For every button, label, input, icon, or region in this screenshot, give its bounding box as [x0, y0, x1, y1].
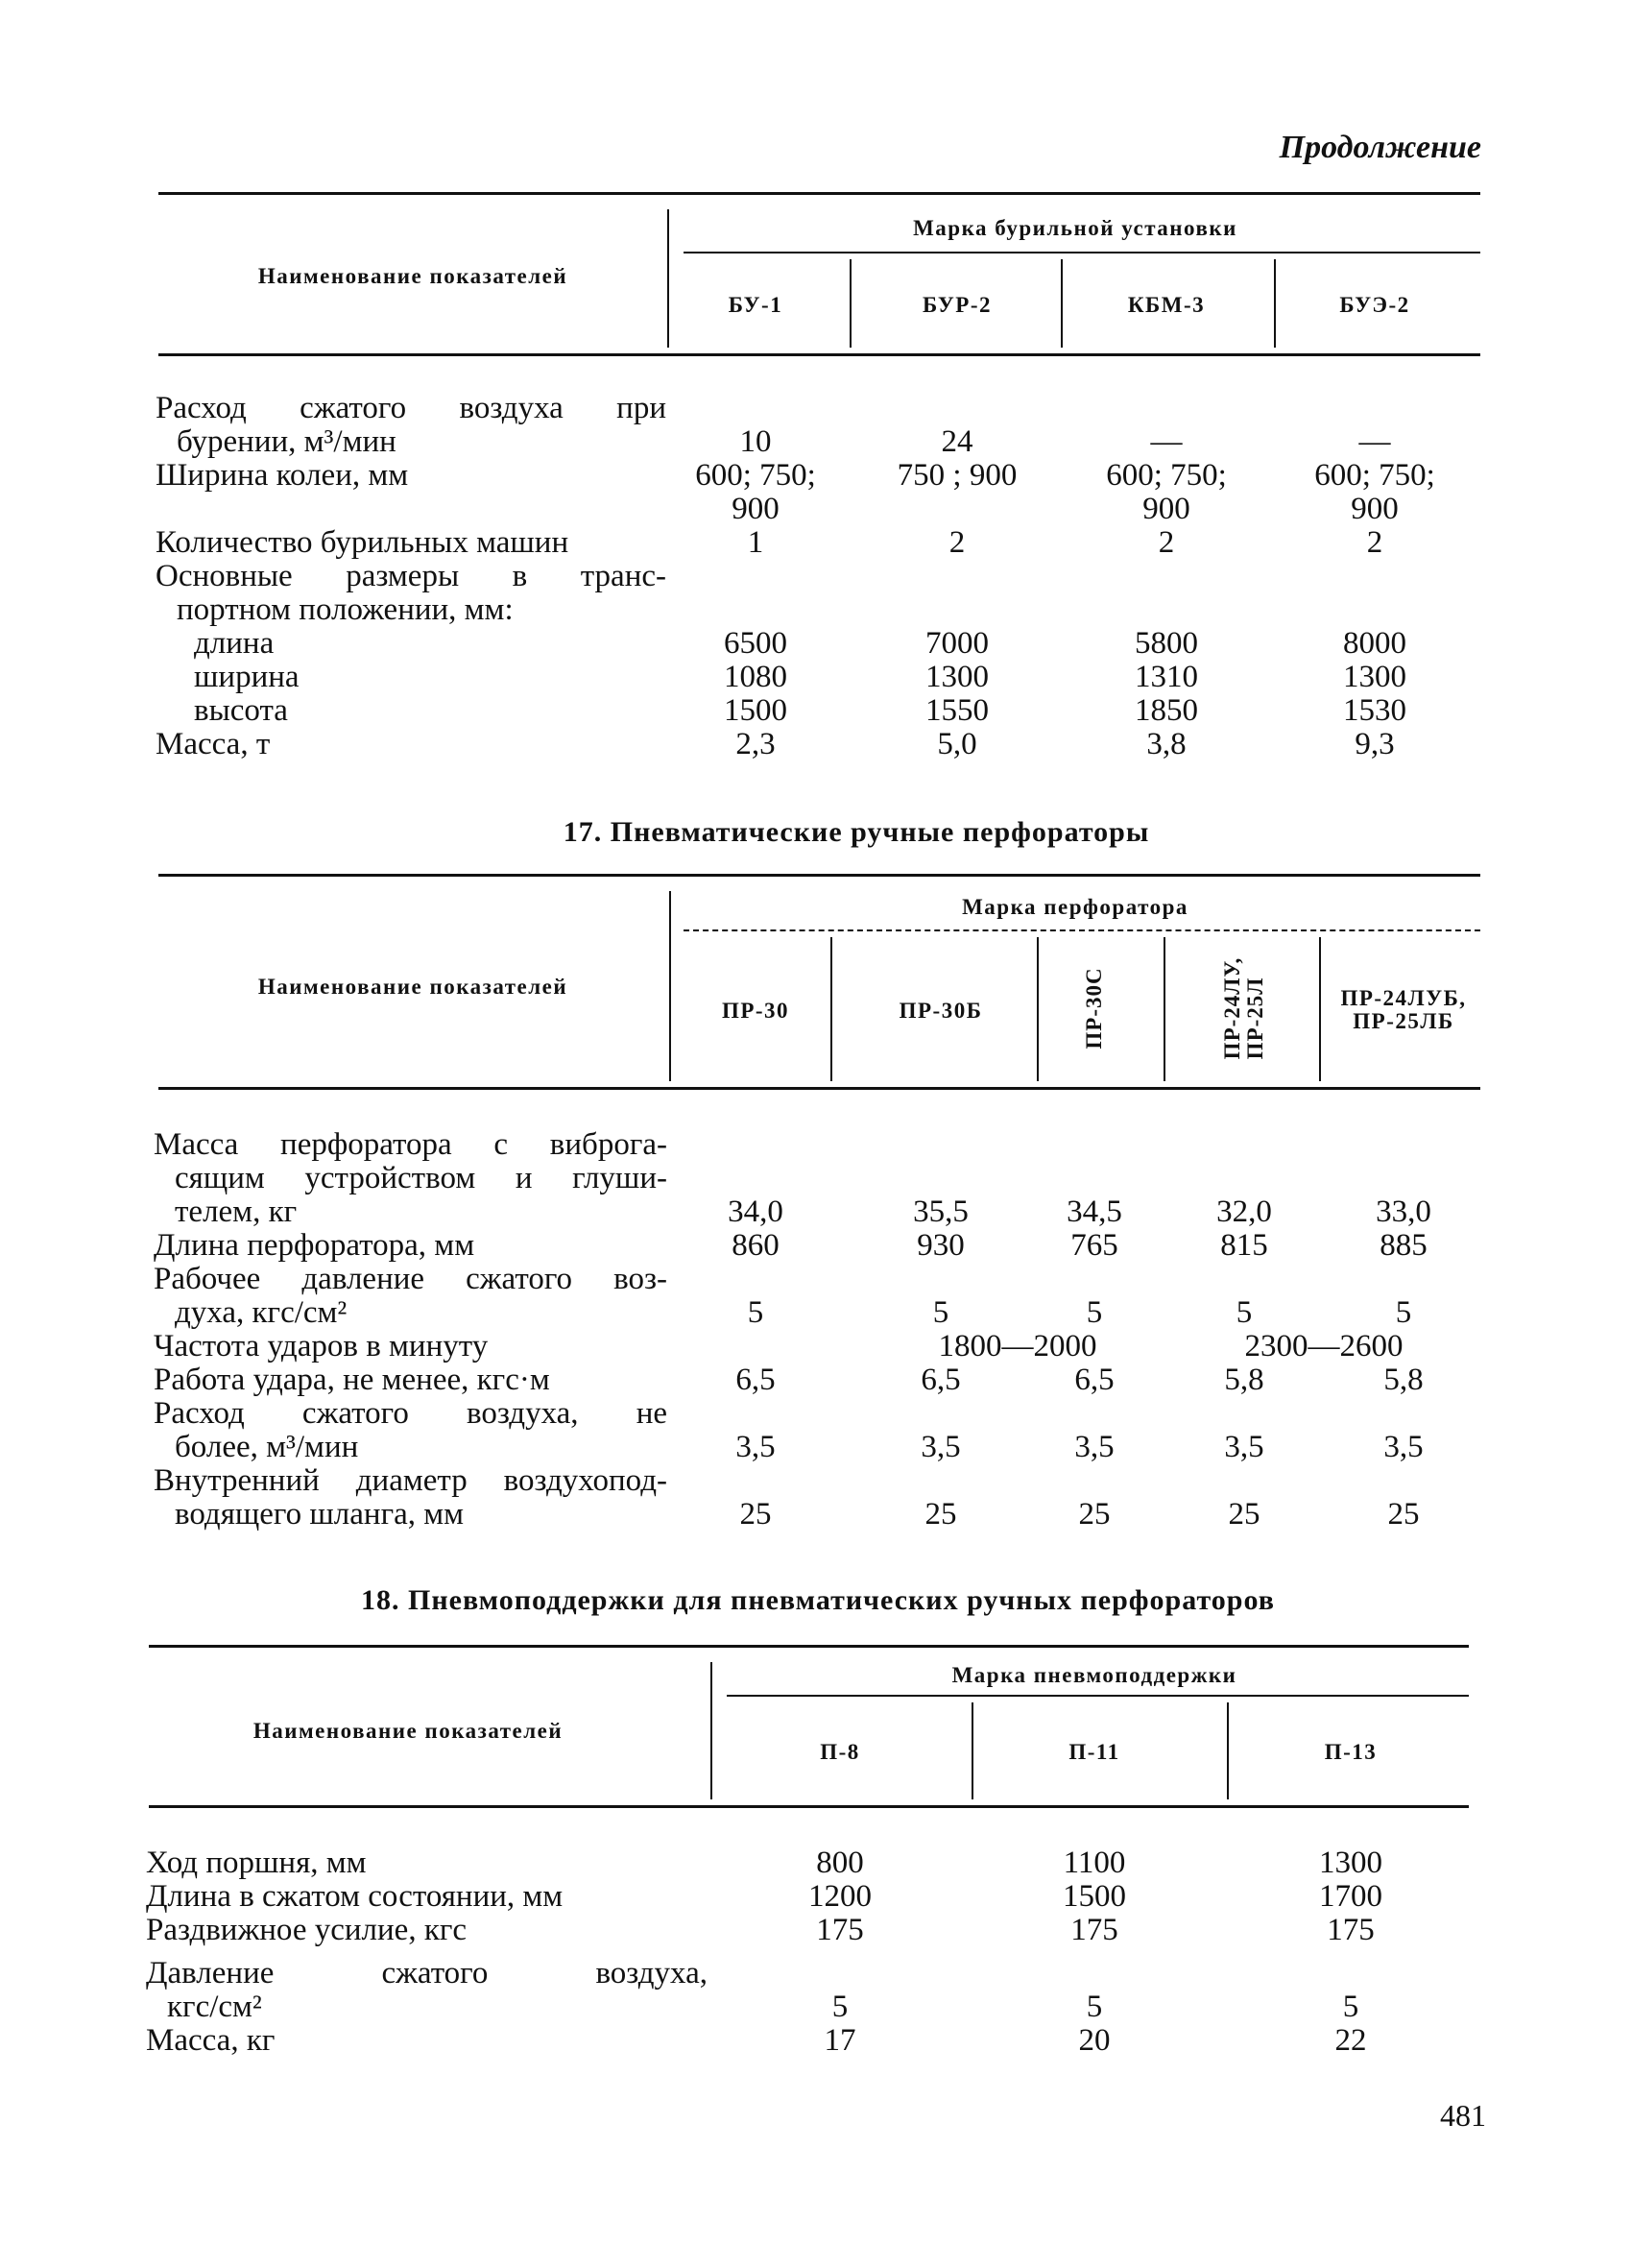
- column-header: ПР-30Б: [899, 999, 983, 1023]
- cell-value: 2: [948, 525, 966, 560]
- cell-value: 2: [1366, 525, 1383, 560]
- cell-value: 800: [816, 1846, 864, 1880]
- cell-value: 5: [1086, 1295, 1103, 1330]
- cell-value: 25: [1228, 1497, 1260, 1532]
- name-column-header: Наименование показателей: [257, 975, 568, 999]
- column-header: БУР-2: [923, 293, 992, 317]
- cell-value: 750 ; 900: [897, 458, 1018, 493]
- cell-value: 34,0: [728, 1194, 783, 1229]
- row-label: Масса, кг: [146, 2023, 276, 2058]
- cell-value: 815: [1220, 1228, 1268, 1263]
- cell-value: 1850: [1135, 693, 1198, 728]
- page-number: 481: [1440, 2098, 1486, 2133]
- cell-value: 33,0: [1376, 1194, 1431, 1229]
- table-top-rule: [149, 1645, 1469, 1648]
- cell-value: 5800: [1135, 626, 1198, 661]
- table-header-rule: [149, 1805, 1469, 1808]
- cell-value: 5: [1236, 1295, 1253, 1330]
- row-label: ширина: [194, 660, 300, 694]
- cell-value: 25: [924, 1497, 957, 1532]
- cell-value: 5,8: [1383, 1363, 1424, 1397]
- column-header: П-8: [820, 1740, 860, 1764]
- row-label: Частота ударов в минуту: [154, 1329, 489, 1363]
- row-label: Давление сжатого воздуха,: [146, 1956, 708, 1991]
- row-label: Ход поршня, мм: [146, 1846, 367, 1880]
- cell-value: 175: [816, 1913, 864, 1947]
- cell-value: 1: [747, 525, 764, 560]
- cell-value: 24: [941, 424, 973, 459]
- cell-value: 3,5: [1224, 1430, 1264, 1464]
- row-label: высота: [194, 693, 288, 728]
- cell-value: 22: [1334, 2023, 1367, 2058]
- cell-value: 3,5: [921, 1430, 961, 1464]
- header-divider: [710, 1662, 712, 1799]
- column-divider: [1319, 937, 1321, 1081]
- cell-value: 600; 750; 900: [1314, 458, 1435, 526]
- row-label: духа, кгс/см²: [175, 1295, 348, 1330]
- cell-value: 2,3: [735, 727, 776, 761]
- cell-value: 1550: [925, 693, 989, 728]
- cell-value: 1200: [808, 1879, 872, 1914]
- cell-value: 17: [824, 2023, 856, 2058]
- group-column-header: Марка перфоратора: [962, 895, 1188, 919]
- column-divider: [1274, 259, 1276, 348]
- cell-value: 3,8: [1146, 727, 1187, 761]
- group-column-header: Марка пневмоподдержки: [951, 1663, 1237, 1687]
- cell-value: 25: [739, 1497, 772, 1532]
- row-label: Раздвижное усилие, кгс: [146, 1913, 468, 1947]
- column-divider: [1227, 1702, 1229, 1799]
- column-header: ПР-30С: [1082, 967, 1106, 1050]
- column-header: ПР-24ЛУ, ПР-25Л: [1220, 956, 1267, 1060]
- column-divider: [1164, 937, 1165, 1081]
- cell-value: 3,5: [735, 1430, 776, 1464]
- row-label: Количество бурильных машин: [156, 525, 569, 560]
- row-label: телем, кг: [175, 1194, 298, 1229]
- group-header-rule: [727, 1695, 1469, 1697]
- cell-value: 9,3: [1355, 727, 1395, 761]
- cell-value: 34,5: [1067, 1194, 1122, 1229]
- row-label: Ширина колеи, мм: [156, 458, 409, 493]
- column-header: ПР-30: [721, 999, 790, 1023]
- column-divider: [972, 1702, 973, 1799]
- row-label: Расход сжатого воздуха, не: [154, 1396, 667, 1431]
- column-divider: [830, 937, 832, 1081]
- cell-value: 600; 750; 900: [695, 458, 816, 526]
- cell-value: 35,5: [913, 1194, 969, 1229]
- cell-value: 5,8: [1224, 1363, 1264, 1397]
- row-label: Длина перфоратора, мм: [154, 1228, 475, 1263]
- table-title: 17. Пневматические ручные перфораторы: [563, 816, 1150, 848]
- row-label: Масса, т: [156, 727, 271, 761]
- cell-value: 1530: [1343, 693, 1406, 728]
- cell-value: 32,0: [1216, 1194, 1272, 1229]
- cell-value: 1500: [724, 693, 787, 728]
- row-label: длина: [194, 626, 275, 661]
- row-label: водящего шланга, мм: [175, 1497, 465, 1532]
- table-top-rule: [158, 874, 1480, 877]
- cell-value: 7000: [925, 626, 989, 661]
- cell-value: 175: [1327, 1913, 1375, 1947]
- cell-value: 5: [1342, 1990, 1359, 2024]
- row-label: бурении, м³/мин: [177, 424, 396, 459]
- cell-value: 1300: [925, 660, 989, 694]
- group-column-header: Марка бурильной установки: [913, 216, 1237, 240]
- cell-value: 175: [1070, 1913, 1118, 1947]
- cell-value: 860: [732, 1228, 780, 1263]
- name-column-header: Наименование показателей: [252, 1719, 564, 1743]
- cell-value: 6,5: [1074, 1363, 1115, 1397]
- row-label: Длина в сжатом состоянии, мм: [146, 1879, 564, 1914]
- group-header-rule: [684, 252, 1480, 253]
- row-label: Масса перфоратора с виброга-: [154, 1127, 667, 1162]
- column-header: КБМ-3: [1127, 293, 1206, 317]
- cell-value-span: 1800—2000: [938, 1329, 1097, 1363]
- column-divider: [1061, 259, 1063, 348]
- cell-value: 5: [1086, 1990, 1103, 2024]
- row-label: Основные размеры в транс-: [156, 559, 666, 593]
- cell-value: 25: [1387, 1497, 1420, 1532]
- name-column-header: Наименование показателей: [257, 264, 568, 288]
- cell-value: —: [1358, 424, 1391, 459]
- cell-value: 1700: [1319, 1879, 1382, 1914]
- row-label: Расход сжатого воздуха при: [156, 391, 666, 425]
- cell-value: 3,5: [1383, 1430, 1424, 1464]
- column-divider: [1037, 937, 1039, 1081]
- header-divider: [669, 891, 671, 1081]
- continuation-label: Продолжение: [1279, 130, 1481, 165]
- column-header: П-13: [1324, 1740, 1378, 1764]
- cell-value: 1300: [1319, 1846, 1382, 1880]
- cell-value: 5: [831, 1990, 849, 2024]
- cell-value: 930: [917, 1228, 965, 1263]
- table-top-rule: [158, 192, 1480, 195]
- row-label: Внутренний диаметр воздухопод-: [154, 1463, 667, 1498]
- cell-value: 2: [1158, 525, 1175, 560]
- cell-value: 6,5: [921, 1363, 961, 1397]
- row-label: Работа удара, не менее, кгс·м: [154, 1363, 550, 1397]
- cell-value: 3,5: [1074, 1430, 1115, 1464]
- cell-value: 5: [747, 1295, 764, 1330]
- cell-value: 20: [1078, 2023, 1111, 2058]
- column-divider: [850, 259, 852, 348]
- cell-value: 10: [739, 424, 772, 459]
- cell-value: 885: [1380, 1228, 1428, 1263]
- cell-value: 5,0: [937, 727, 977, 761]
- cell-value: —: [1150, 424, 1183, 459]
- column-header: БУ-1: [728, 293, 783, 317]
- cell-value: 1310: [1135, 660, 1198, 694]
- column-header: П-11: [1068, 1740, 1120, 1764]
- row-label: портном положении, мм:: [177, 592, 514, 627]
- row-label: сящим устройством и глуши-: [175, 1161, 667, 1195]
- cell-value: 600; 750; 900: [1106, 458, 1227, 526]
- cell-value: 5: [1395, 1295, 1412, 1330]
- header-divider: [667, 209, 669, 348]
- row-label: кгс/см²: [167, 1990, 262, 2024]
- column-header: ПР-24ЛУБ, ПР-25ЛБ: [1340, 986, 1467, 1033]
- table-title: 18. Пневмоподдержки для пневматических ручных перфораторов: [361, 1584, 1275, 1616]
- cell-value: 1300: [1343, 660, 1406, 694]
- cell-value: 5: [932, 1295, 949, 1330]
- table-header-rule: [158, 1087, 1480, 1090]
- column-header: БУЭ-2: [1339, 293, 1410, 317]
- table-header-rule: [158, 353, 1480, 356]
- cell-value: 765: [1070, 1228, 1118, 1263]
- group-header-rule: [684, 929, 1480, 931]
- cell-value-span: 2300—2600: [1244, 1329, 1404, 1363]
- cell-value: 6,5: [735, 1363, 776, 1397]
- row-label: более, м³/мин: [175, 1430, 359, 1464]
- cell-value: 1080: [724, 660, 787, 694]
- row-label: Рабочее давление сжатого воз-: [154, 1262, 667, 1296]
- cell-value: 6500: [724, 626, 787, 661]
- cell-value: 1100: [1063, 1846, 1126, 1880]
- cell-value: 25: [1078, 1497, 1111, 1532]
- cell-value: 8000: [1343, 626, 1406, 661]
- cell-value: 1500: [1063, 1879, 1126, 1914]
